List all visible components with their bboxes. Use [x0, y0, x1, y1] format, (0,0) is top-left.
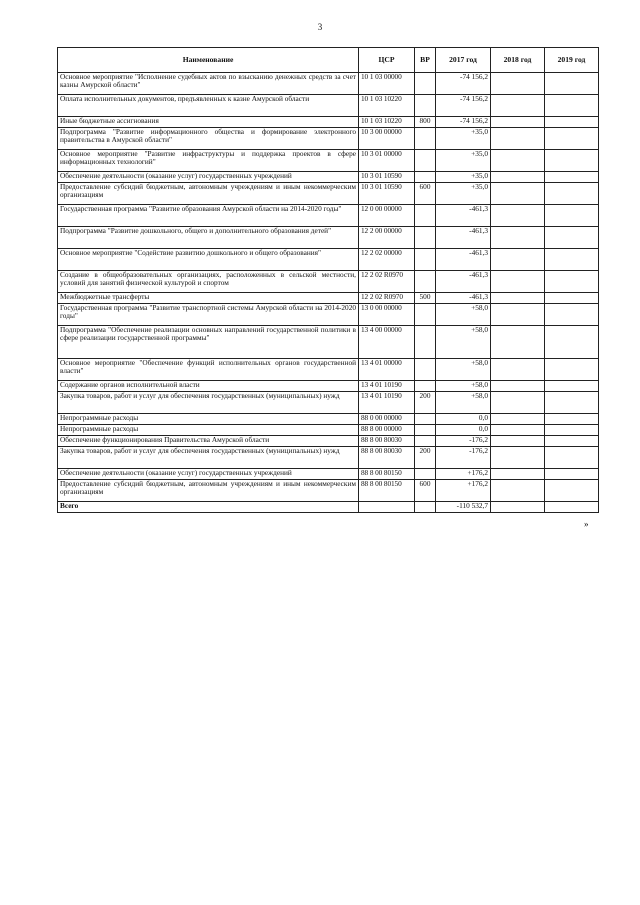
- row-vr: [415, 172, 436, 183]
- row-value-2018: [491, 304, 545, 326]
- row-vr: [415, 227, 436, 249]
- row-name: Закупка товаров, работ и услуг для обеспечения государственных (муниципальных) нужд: [58, 392, 359, 414]
- row-vr: [415, 414, 436, 425]
- table-row: [58, 480, 599, 502]
- total-value-2019: [545, 502, 599, 513]
- row-name: Основное мероприятие "Развитие инфраструктуры и поддержка проектов в сфере информационных технологий": [58, 150, 359, 172]
- table-row: [58, 293, 599, 304]
- row-csr: 12 2 02 R0970: [359, 293, 415, 304]
- row-csr: 10 3 00 00000: [359, 128, 415, 150]
- row-value-2019: [545, 95, 599, 117]
- row-vr: [415, 128, 436, 150]
- row-value-2018: [491, 469, 545, 480]
- row-csr: 13 0 00 00000: [359, 304, 415, 326]
- row-value-2017: +58,0: [436, 392, 491, 414]
- row-value-2018: [491, 95, 545, 117]
- row-csr: 88 0 00 00000: [359, 414, 415, 425]
- row-csr: 13 4 01 00000: [359, 359, 415, 381]
- table-row: [58, 414, 599, 425]
- row-name: Подпрограмма "Обеспечение реализации основных направлений государственной политики в сфере реализации государственной программы": [58, 326, 359, 359]
- row-name: Закупка товаров, работ и услуг для обеспечения государственных (муниципальных) нужд: [58, 447, 359, 469]
- row-csr: 10 1 03 00000: [359, 73, 415, 95]
- row-value-2017: 0,0: [436, 425, 491, 436]
- table-row: [58, 95, 599, 117]
- row-value-2019: [545, 326, 599, 359]
- row-name: Обеспечение функционирования Правительства Амурской области: [58, 436, 359, 447]
- table-row: [58, 172, 599, 183]
- row-vr: [415, 469, 436, 480]
- row-csr: 88 8 00 00000: [359, 425, 415, 436]
- row-vr: [415, 381, 436, 392]
- row-value-2017: +35,0: [436, 150, 491, 172]
- row-name: Непрограммные расходы: [58, 414, 359, 425]
- table-row: [58, 381, 599, 392]
- row-value-2018: [491, 183, 545, 205]
- row-csr: 10 3 01 10590: [359, 183, 415, 205]
- table-row: [58, 128, 599, 150]
- row-name: Иные бюджетные ассигнования: [58, 117, 359, 128]
- row-csr: 10 3 01 10590: [359, 172, 415, 183]
- row-value-2019: [545, 480, 599, 502]
- row-value-2017: -461,3: [436, 293, 491, 304]
- row-value-2018: [491, 425, 545, 436]
- row-name: Подпрограмма "Развитие информационного общества и формирование электронного правительства в Амурской области": [58, 128, 359, 150]
- row-csr: 88 8 00 80030: [359, 447, 415, 469]
- row-vr: 600: [415, 183, 436, 205]
- row-vr: [415, 150, 436, 172]
- row-name: Создание в общеобразовательных организациях, расположенных в сельской местности, условий для занятий физической культурой и спортом: [58, 271, 359, 293]
- row-value-2017: -74 156,2: [436, 73, 491, 95]
- row-value-2017: -461,3: [436, 271, 491, 293]
- budget-table: [57, 47, 599, 513]
- row-value-2017: +176,2: [436, 480, 491, 502]
- row-value-2019: [545, 249, 599, 271]
- row-name: Основное мероприятие "Содействие развитию дошкольного и общего образования": [58, 249, 359, 271]
- total-value-2017: -110 532,7: [436, 502, 491, 513]
- row-vr: 600: [415, 480, 436, 502]
- row-value-2018: [491, 172, 545, 183]
- row-csr: 12 2 02 00000: [359, 249, 415, 271]
- row-value-2019: [545, 205, 599, 227]
- row-csr: 12 2 02 R0970: [359, 271, 415, 293]
- table-row: [58, 205, 599, 227]
- row-vr: [415, 73, 436, 95]
- row-name: Основное мероприятие "Обеспечение функций исполнительных органов государственной власти": [58, 359, 359, 381]
- row-value-2019: [545, 183, 599, 205]
- row-value-2017: +58,0: [436, 304, 491, 326]
- row-name: Подпрограмма "Развитие дошкольного, общего и дополнительного образования детей": [58, 227, 359, 249]
- table-row: [58, 183, 599, 205]
- table-row: [58, 392, 599, 414]
- row-value-2018: [491, 326, 545, 359]
- row-value-2019: [545, 414, 599, 425]
- row-name: Основное мероприятие "Исполнение судебных актов по взысканию денежных средств за счет казны Амурской области": [58, 73, 359, 95]
- table-row: [58, 150, 599, 172]
- page-number: 3: [317, 22, 323, 32]
- table-header-row: [58, 48, 599, 73]
- row-name: Обеспечение деятельности (оказание услуг) государственных учреждений: [58, 469, 359, 480]
- row-value-2017: +58,0: [436, 381, 491, 392]
- row-name: Предоставление субсидий бюджетным, автономным учреждениям и иным некоммерческим организациям: [58, 183, 359, 205]
- table-row: [58, 271, 599, 293]
- row-value-2017: -461,3: [436, 205, 491, 227]
- row-vr: [415, 95, 436, 117]
- row-vr: [415, 436, 436, 447]
- header-2017: 2017 год: [436, 48, 491, 73]
- row-value-2018: [491, 392, 545, 414]
- row-value-2019: [545, 436, 599, 447]
- row-vr: [415, 304, 436, 326]
- row-value-2018: [491, 414, 545, 425]
- row-value-2017: -461,3: [436, 249, 491, 271]
- total-vr: [415, 502, 436, 513]
- row-name: Межбюджетные трансферты: [58, 293, 359, 304]
- row-value-2019: [545, 271, 599, 293]
- row-value-2019: [545, 359, 599, 381]
- table-row: [58, 447, 599, 469]
- table-row: [58, 326, 599, 359]
- row-csr: 10 1 03 10220: [359, 117, 415, 128]
- row-value-2019: [545, 293, 599, 304]
- table-row: [58, 117, 599, 128]
- row-vr: [415, 359, 436, 381]
- row-vr: 200: [415, 392, 436, 414]
- table-row: [58, 359, 599, 381]
- row-value-2018: [491, 150, 545, 172]
- row-csr: 13 4 01 10190: [359, 381, 415, 392]
- row-csr: 88 8 00 80030: [359, 436, 415, 447]
- total-value-2018: [491, 502, 545, 513]
- row-value-2017: +58,0: [436, 359, 491, 381]
- header-2018: 2018 год: [491, 48, 545, 73]
- header-name: Наименование: [58, 48, 359, 73]
- header-vr: ВР: [415, 48, 436, 73]
- row-value-2017: +35,0: [436, 128, 491, 150]
- row-value-2019: [545, 128, 599, 150]
- row-csr: 88 8 00 80150: [359, 469, 415, 480]
- row-value-2018: [491, 436, 545, 447]
- row-csr: 13 4 01 10190: [359, 392, 415, 414]
- row-value-2017: -461,3: [436, 227, 491, 249]
- row-value-2018: [491, 447, 545, 469]
- row-value-2017: +35,0: [436, 172, 491, 183]
- total-row: [58, 502, 599, 513]
- row-vr: 200: [415, 447, 436, 469]
- row-csr: 13 4 00 00000: [359, 326, 415, 359]
- row-value-2019: [545, 304, 599, 326]
- row-value-2017: -176,2: [436, 436, 491, 447]
- row-value-2019: [545, 447, 599, 469]
- row-value-2019: [545, 150, 599, 172]
- row-name: Государственная программа "Развитие образования Амурской области на 2014-2020 годы": [58, 205, 359, 227]
- row-value-2017: +58,0: [436, 326, 491, 359]
- row-csr: 12 0 00 00000: [359, 205, 415, 227]
- row-value-2019: [545, 469, 599, 480]
- row-value-2019: [545, 392, 599, 414]
- closing-quote-mark: »: [584, 519, 589, 529]
- table-row: [58, 304, 599, 326]
- row-vr: [415, 326, 436, 359]
- row-name: Государственная программа "Развитие транспортной системы Амурской области на 2014-2020 годы": [58, 304, 359, 326]
- total-csr: [359, 502, 415, 513]
- row-value-2019: [545, 425, 599, 436]
- row-csr: 12 2 00 00000: [359, 227, 415, 249]
- row-value-2019: [545, 381, 599, 392]
- row-csr: 10 3 01 00000: [359, 150, 415, 172]
- row-vr: 500: [415, 293, 436, 304]
- row-value-2019: [545, 73, 599, 95]
- row-value-2019: [545, 172, 599, 183]
- row-value-2018: [491, 359, 545, 381]
- table-row: [58, 249, 599, 271]
- row-value-2018: [491, 293, 545, 304]
- row-value-2018: [491, 381, 545, 392]
- row-value-2017: -74 156,2: [436, 95, 491, 117]
- row-name: Содержание органов исполнительной власти: [58, 381, 359, 392]
- row-value-2018: [491, 480, 545, 502]
- row-vr: [415, 271, 436, 293]
- table-row: [58, 436, 599, 447]
- row-value-2019: [545, 117, 599, 128]
- row-value-2018: [491, 73, 545, 95]
- row-csr: 88 8 00 80150: [359, 480, 415, 502]
- total-label: Всего: [58, 502, 359, 513]
- row-vr: 800: [415, 117, 436, 128]
- table-row: [58, 73, 599, 95]
- row-vr: [415, 205, 436, 227]
- row-vr: [415, 425, 436, 436]
- row-value-2018: [491, 227, 545, 249]
- table-row: [58, 425, 599, 436]
- row-value-2019: [545, 227, 599, 249]
- row-value-2017: +35,0: [436, 183, 491, 205]
- table-body: [58, 73, 599, 513]
- row-name: Непрограммные расходы: [58, 425, 359, 436]
- row-name: Обеспечение деятельности (оказание услуг) государственных учреждений: [58, 172, 359, 183]
- header-csr: ЦСР: [359, 48, 415, 73]
- header-2019: 2019 год: [545, 48, 599, 73]
- row-value-2017: -74 156,2: [436, 117, 491, 128]
- row-value-2018: [491, 249, 545, 271]
- row-name: Предоставление субсидий бюджетным, автономным учреждениям и иным некоммерческим организациям: [58, 480, 359, 502]
- row-value-2017: +176,2: [436, 469, 491, 480]
- row-vr: [415, 249, 436, 271]
- row-csr: 10 1 03 10220: [359, 95, 415, 117]
- row-value-2018: [491, 117, 545, 128]
- row-name: Оплата исполнительных документов, предъявленных к казне Амурской области: [58, 95, 359, 117]
- row-value-2018: [491, 128, 545, 150]
- row-value-2018: [491, 271, 545, 293]
- table-row: [58, 227, 599, 249]
- table-row: [58, 469, 599, 480]
- row-value-2017: 0,0: [436, 414, 491, 425]
- row-value-2017: -176,2: [436, 447, 491, 469]
- row-value-2018: [491, 205, 545, 227]
